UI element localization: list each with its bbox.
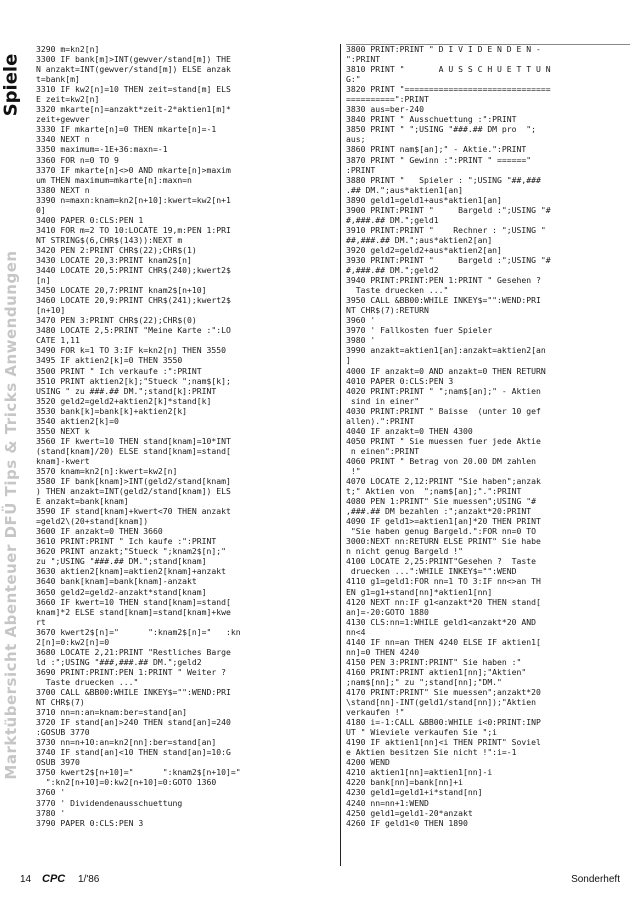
code-line: ==========":PRINT [346,94,429,105]
section-nav-text: Marktübersicht Abenteuer DFÜ Tips & Tricks Anwendungen [2,250,20,780]
code-line: 3370 IF mkarte[n]<>0 AND mkarte[n]>maxim [36,164,231,175]
code-line: 4150 PEN 3:PRINT:PRINT" Sie haben :" [346,656,522,667]
code-line: 3500 PRINT " Ich verkaufe :":PRINT [36,365,202,376]
code-line: 3530 bank[k]=bank[k]+aktien2[k] [36,405,188,416]
code-line: 4020 PRINT:PRINT " ";nam$[an];" - Aktien [346,385,541,396]
code-line: nn<4 [346,626,366,637]
code-line: 4190 IF aktien1[nn]<i THEN PRINT" Soviel [346,737,541,748]
code-line: 3980 ' [346,335,376,346]
code-line: 3790 PAPER 0:CLS:PEN 3 [36,817,144,828]
code-line: UT " Wieviele verkaufen Sie ";i [346,727,498,738]
code-line: =geld2\(20+stand[knam]) [36,516,149,527]
code-line: ) THEN anzakt=INT(geld2/stand[knam]) ELS [36,486,231,497]
code-line: 4170 PRINT:PRINT" Sie muessen";anzakt*20 [346,687,541,697]
code-line: 3290 m=kn2[n] [36,44,100,54]
code-line: an]=-20:GOTO 1880 [346,606,429,617]
code-line: 3760 ' [36,787,66,798]
code-line: 4200 WEND [346,757,390,768]
code-line: CATE 1,11 [36,335,80,346]
code-line: NT STRING$(6,CHR$(143)):NEXT m [36,234,183,245]
code-line: 3930 PRINT:PRINT " Bargeld :";USING "# [346,254,551,265]
code-line: 4000 IF anzakt=0 AND anzakt=0 THEN RETURN [346,365,546,376]
section-title [0,40,22,130]
code-line: 3690 PRINT:PRINT:PEN 1:PRINT " Weiter ? [36,666,227,677]
code-line: 3550 NEXT k [36,425,90,436]
code-line: 4240 nn=nn+1:WEND [346,797,429,808]
code-line: 3630 aktien2[knam]=aktien2[knam]+anzakt [36,566,227,577]
code-line: 4230 geld1=geld1+i*stand[nn] [346,787,483,798]
code-line: 4070 LOCATE 2,12:PRINT "Sie haben";anzak [346,476,541,487]
code-line: sind in einer" [346,395,420,406]
code-line: USING " zu ###.## DM.";stand[k]:PRINT [36,385,217,396]
code-line: ] [346,355,351,366]
edition-label: Sonderheft [571,874,620,885]
section-title-text: Spiele [0,53,22,117]
code-line: 4220 bank[nn]=bank[nn]+i [346,777,463,788]
code-line: 3970 ' Fallkosten fuer Spieler [346,325,493,336]
code-line: 3680 LOCATE 2,21:PRINT "Restliches Barge [36,646,231,657]
code-line: 3330 IF mkarte[n]=0 THEN mkarte[n]=-1 [36,124,217,135]
code-line: 3780 ' [36,807,66,818]
code-line: 4090 IF geld1>=aktien1[an]*20 THEN PRINT [346,516,541,527]
code-line: !" [346,465,361,476]
section-nav [1,145,21,885]
code-line: 3710 nn=n:an=knam:ber=stand[an] [36,707,188,718]
code-line: ##,###.## DM.";aus*aktien2[an] [346,234,493,245]
code-line: ":kn2[n+10]=0:kw2[n+10]=0:GOTO 1360 [36,777,217,788]
code-line: 3650 geld2=geld2-anzakt*stand[knam] [36,586,207,597]
code-line: 3510 PRINT aktien2[k];"Stueck ";nam$[k]; [36,375,231,386]
code-line: 3540 aktien2[k]=0 [36,415,119,426]
code-line: 3800 PRINT:PRINT " D I V I D E N D E N - [346,44,541,54]
code-line: 3990 anzakt=aktien1[an]:anzakt=aktien2[an [346,345,546,356]
code-line: 3720 IF stand[an]>240 THEN stand[an]=240 [36,717,231,728]
code-line: 4050 PRINT " Sie muessen fuer jede Aktie [346,435,541,446]
code-line: 3490 FOR k=1 TO 3:IF k=kn2[n] THEN 3550 [36,345,227,356]
code-line: 3570 knam=kn2[n]:kwert=kw2[n] [36,465,178,476]
code-line: NT CHR$(7) [36,697,85,708]
code-line: 3810 PRINT " A U S S C H U E T T U N [346,64,551,75]
listing-left-column [36,44,336,828]
code-line: N anzakt=INT(gewver/stand[m]) ELSE anzak [36,64,231,75]
code-line: [n] [36,275,51,286]
code-line: NT CHR$(7):RETURN [346,305,429,316]
code-line: 3430 LOCATE 20,3:PRINT knam2$[n] [36,254,192,265]
code-line: 3580 IF bank[knam]>INT(geld2/stand[knam] [36,476,231,487]
code-line: 4100 LOCATE 2,25:PRINT"Gesehen ? Taste [346,556,537,567]
code-line: 3870 PRINT " Gewinn :":PRINT " ======" [346,154,532,165]
page-number: 14 [20,874,32,885]
code-line: 3320 mkarte[n]=anzakt*zeit-2*aktien1[m]* [36,104,231,115]
code-line: 3920 geld2=geld2+aus*aktien2[an] [346,244,502,255]
code-line: zeit+gewver [36,114,90,125]
code-line: 3820 PRINT "============================== [346,84,551,95]
code-line: EN g1=g1+stand[nn]*aktien1[nn] [346,586,493,597]
code-line: 4120 NEXT nn:IF g1<anzakt*20 THEN stand[ [346,596,541,607]
code-line: 3560 IF kwert=10 THEN stand[knam]=10*INT [36,435,231,446]
listing-right-column [346,44,630,828]
code-line: 3730 nn=n+10:an=kn2[nn]:ber=stand[an] [36,737,217,748]
code-line: 4260 IF geld1<0 THEN 1890 [346,817,468,828]
code-line: 0] [36,204,46,215]
code-line: 4030 PRINT:PRINT " Baisse (unter 10 gef [346,405,541,416]
code-line: 3450 LOCATE 20,7:PRINT knam2$[n+10] [36,285,207,296]
code-line: e Aktien besitzen Sie nicht !":i=-1 [346,747,517,758]
code-line: t;" Aktien von ";nam$[an];".":PRINT [346,486,522,497]
code-line: 4060 PRINT " Betrag von 20.00 DM zahlen [346,455,537,466]
magazine-name: CPC [42,873,66,885]
code-line: ;nam$[nn];" zu ";stand[nn];"DM." [346,676,502,687]
code-line: 3770 ' Dividendenausschuettung [36,797,183,808]
code-line: 3460 LOCATE 20,9:PRINT CHR$(241);kwert2$ [36,295,231,306]
code-line: 2[n]=0:kw2[n]=0 [36,636,110,647]
code-line: 3590 IF stand[knam]+kwert<70 THEN anzakt [36,506,231,517]
code-line: 3300 IF bank[m]>INT(gewver/stand[m]) THE [36,54,231,65]
code-line: (stand[knam]/20) ELSE stand[knam]=stand[ [36,445,231,456]
issue-number: 1/'86 [78,874,100,885]
code-line: knam]*2 ELSE stand[knam]=stand[knam]+kwe [36,606,231,617]
code-line: :GOSUB 3770 [36,727,90,738]
code-line: ld :";USING "###,###.## DM.";geld2 [36,656,202,667]
code-line: "Sie haben genug Bargeld.":FOR nn=0 TO [346,526,537,537]
code-line: zu ";USING "###.## DM.";stand[knam] [36,556,207,567]
code-line: 3750 kwert2$[n+10]=" ":knam2$[n+10]=" [36,767,241,778]
code-line: [n+10] [36,305,66,316]
code-line: nn]=0 THEN 4240 [346,646,420,657]
code-line: 3660 IF kwert=10 THEN stand[knam]=stand[ [36,596,231,607]
code-line: 3610 PRINT:PRINT " Ich kaufe :":PRINT [36,536,217,547]
code-line: 4180 i=-1:CALL &BB00:WHILE i<0:PRINT:INP [346,717,541,728]
code-line: OSUB 3970 [36,757,80,768]
code-line: um THEN maximum=mkarte[n]:maxn=n [36,174,192,185]
code-line: 3940 PRINT:PRINT:PEN 1:PRINT " Gesehen ? [346,275,541,286]
code-line: 3440 LOCATE 20,5:PRINT CHR$(240);kwert2$ [36,265,231,276]
code-line: 3620 PRINT anzakt;"Stueck ";knam2$[n];" [36,546,227,557]
code-line: 3830 aus=ber-240 [346,104,424,115]
code-line: 3880 PRINT " Spieler : ";USING "##,### [346,174,541,185]
code-line: 3390 n=maxn:knam=kn2[n+10]:kwert=kw2[n+1 [36,194,231,205]
code-line: 3860 PRINT nam$[an];" - Aktie.":PRINT [346,144,527,155]
code-line: aus; [346,134,366,145]
code-line: allen).":PRINT [346,415,415,426]
code-line: 3600 IF anzakt=0 THEN 3660 [36,526,163,537]
code-line: ":PRINT [346,54,381,65]
code-line: \stand[nn]-INT(geld1/stand[nn]);"Aktien [346,697,537,708]
code-line: verkaufen !" [346,707,405,718]
code-line: 4210 aktien1[nn]=aktien1[nn]-i [346,767,493,778]
code-line: 3400 PAPER 0:CLS:PEN 1 [36,214,144,225]
code-line: G:" [346,74,361,85]
code-line: 3640 bank[knam]=bank[knam]-anzakt [36,576,197,587]
code-line: E anzakt=bank[knam] [36,496,129,507]
code-line: 4250 geld1=geld1-20*anzakt [346,807,473,818]
code-line: 3670 kwert2$[n]=" ":knam2$[n]=" :kn [36,626,241,637]
code-line: 3740 IF stand[an]<10 THEN stand[an]=10:G [36,747,231,758]
code-line: druecken ...":WHILE INKEY$="":WEND [346,566,517,577]
code-line: rt [36,616,46,627]
sidebar [0,0,22,899]
code-line: :PRINT [346,164,376,175]
code-line: #,###.## DM.";geld1 [346,214,439,225]
code-line: 4130 CLS:nn=1:WHILE geld1<anzakt*20 AND [346,616,537,627]
code-line: Taste druecken ..." [346,285,449,296]
code-line: 3890 geld1=geld1+aus*aktien1[an] [346,194,502,205]
code-line: 3380 NEXT n [36,184,90,195]
code-line: 3700 CALL &BB00:WHILE INKEY$="":WEND:PRI [36,687,231,697]
code-line: 3410 FOR m=2 TO 10:LOCATE 19,m:PEN 1:PRI [36,224,231,235]
code-line: 3850 PRINT " ";USING "###.## DM pro "; [346,124,537,135]
code-line: 4160 PRINT:PRINT aktien1[nn];"Aktien" [346,666,527,677]
code-line: 3520 geld2=geld2+aktien2[k]*stand[k] [36,395,212,406]
code-line: 3840 PRINT " Ausschuettung :":PRINT [346,114,517,125]
code-line: 3480 LOCATE 2,5:PRINT "Meine Karte :":LO [36,325,231,336]
code-line: 4110 g1=geld1:FOR nn=1 TO 3:IF nn<>an TH [346,576,541,587]
code-line: 3470 PEN 3:PRINT CHR$(22);CHR$(0) [36,315,197,326]
column-divider [340,44,341,866]
code-line: 3310 IF kw2[n]=10 THEN zeit=stand[m] ELS [36,84,231,95]
code-line: 3000:NEXT nn:RETURN ELSE PRINT" Sie habe [346,536,541,547]
code-line: ,###.## DM bezahlen :";anzakt*20:PRINT [346,506,532,517]
code-line: 3340 NEXT n [36,134,90,145]
code-line: 3495 IF aktien2[k]=0 THEN 3550 [36,355,183,366]
code-line: 3420 PEN 2:PRINT CHR$(22);CHR$(1) [36,244,197,255]
page-footer [20,874,620,888]
code-line: n einen":PRINT [346,445,420,456]
code-line: 3960 ' [346,315,376,326]
code-line: E zeit=kw2[n] [36,94,100,105]
code-line: 4010 PAPER 0:CLS:PEN 3 [346,375,454,386]
code-line: 4080 PEN 1:PRINT" Sie muessen";USING "# [346,496,537,507]
code-line: knam]-kwert [36,455,90,466]
code-line: 3360 FOR n=0 TO 9 [36,154,119,165]
code-line: 3350 maximum=-1E+36:maxn=-1 [36,144,168,155]
code-line: .## DM.";aus*aktien1[an] [346,184,463,195]
code-line: 4040 IF anzakt=0 THEN 4300 [346,425,473,436]
code-line: t=bank[m] [36,74,80,85]
code-line: 3950 CALL &BB00:WHILE INKEY$="":WEND:PRI [346,295,541,306]
code-line: 4140 IF nn=an THEN 4240 ELSE IF aktien1[ [346,636,541,647]
code-line: #,###.## DM.";geld2 [346,265,439,276]
code-line: Taste druecken ..." [36,676,139,687]
code-line: n nicht genug Bargeld !" [346,546,463,557]
code-line: 3900 PRINT:PRINT " Bargeld :";USING "# [346,204,551,215]
code-line: 3910 PRINT:PRINT " Rechner : ";USING " [346,224,546,235]
